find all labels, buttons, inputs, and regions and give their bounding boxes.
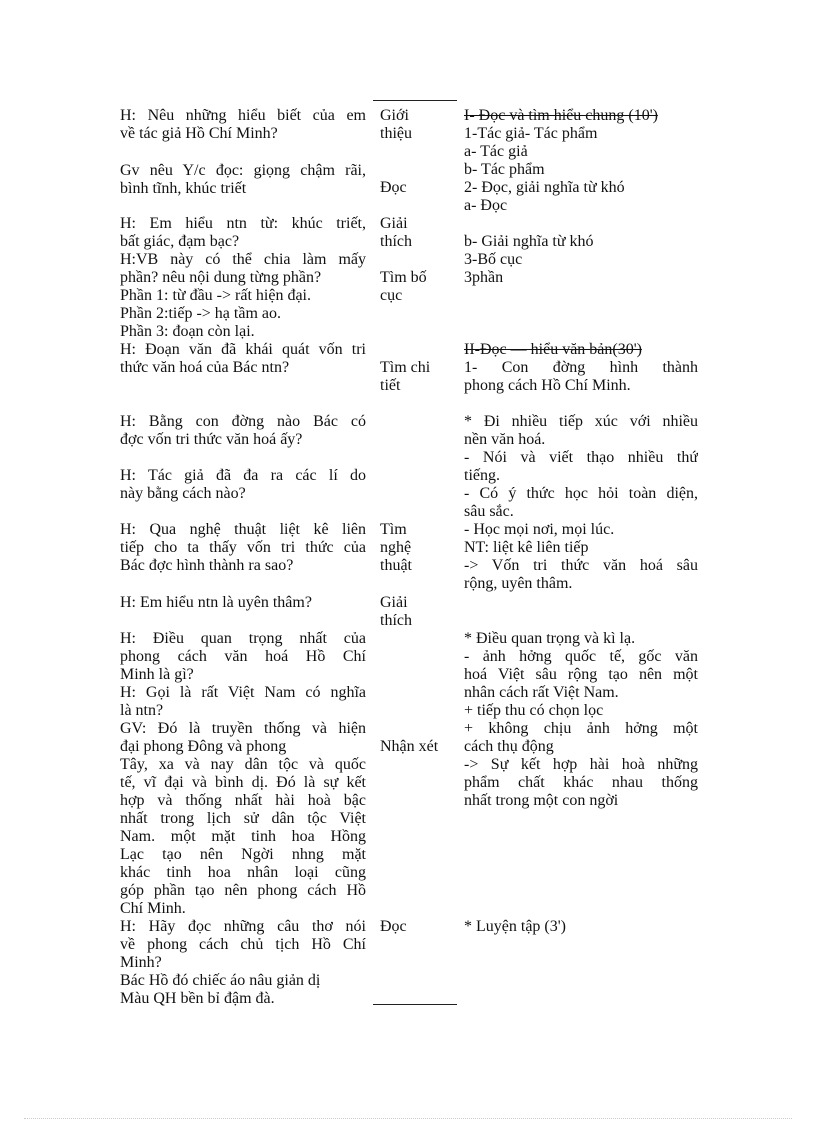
text-line: H: Điều quan trọng nhất của <box>120 630 366 647</box>
section-heading-2: II-Đọc — hiểu văn bản(30') <box>464 341 642 358</box>
question-block-3 <box>120 215 366 377</box>
text-line: phong cách Hồ Chí Minh. <box>464 377 631 394</box>
text-line: NT: liệt kê liên tiếp <box>464 539 589 556</box>
bottom-divider <box>373 1004 457 1005</box>
text-line: hợp và thống nhất hài hoà bậc <box>120 792 366 809</box>
text-line: khác tinh hoa nhân loại cũng <box>120 864 366 881</box>
text-line: 1- Con đờng hình thành <box>464 359 698 376</box>
text-line: Màu QH bền bỉ đậm đà. <box>120 990 275 1007</box>
text-line: Nam. một mặt tinh hoa Hồng <box>120 828 366 845</box>
text-line: Tìm bố <box>380 269 427 286</box>
text-line: H: Hãy đọc những câu thơ nói <box>120 918 366 935</box>
text-line: - Nói và viết thạo nhiều thứ <box>464 449 698 466</box>
content-block-3 <box>464 341 698 395</box>
text-line: Lạc tạo nên Ngời nhng mặt <box>120 846 366 863</box>
text-line: phẩm chất khác nhau thống <box>464 774 698 791</box>
text-line: hoá Việt sâu rộng tạo nên một <box>464 666 698 683</box>
text-line: sâu sắc. <box>464 503 514 520</box>
text-line: H: Gọi là rất Việt Nam có nghĩa <box>120 684 366 701</box>
text-line: - ảnh hởng quốc tế, gốc văn <box>464 648 698 665</box>
text-line: thích <box>380 233 412 250</box>
text-line: về tác giả Hồ Chí Minh? <box>120 125 278 142</box>
text-line: Chí Minh. <box>120 900 186 917</box>
activity-label-9 <box>380 918 450 936</box>
question-block-8 <box>120 630 366 1008</box>
text-line: Minh? <box>120 954 162 971</box>
text-line: là ntn? <box>120 702 164 719</box>
text-line: tiếp cho ta thấy vốn tri thức của <box>120 539 366 556</box>
text-line: cách thụ động <box>464 738 554 755</box>
text-line: bất giác, đạm bạc? <box>120 233 240 250</box>
text-line: bình tĩnh, khúc triết <box>120 180 247 197</box>
question-block-7 <box>120 594 366 612</box>
text-line: b- Tác phẩm <box>464 161 545 178</box>
content-block-2 <box>464 233 698 287</box>
text-line: H: Bằng con đờng nào Bác có <box>120 413 366 430</box>
text-line: đợc vốn tri thức văn hoá ấy? <box>120 431 303 448</box>
text-line: tiết <box>380 377 401 394</box>
text-line: thức văn hoá của Bác ntn? <box>120 359 290 376</box>
text-line: góp phần tạo nên phong cách Hồ <box>120 882 366 899</box>
text-line: Tìm <box>380 521 407 538</box>
text-line: 3-Bố cục <box>464 251 523 268</box>
text-line: H: Em hiểu ntn từ: khúc triết, <box>120 215 366 232</box>
text-line: tế, vĩ đại và bình dị. Đó là sự kết <box>120 774 366 791</box>
activity-label-1 <box>380 107 450 143</box>
text-line: Đọc <box>380 918 407 935</box>
text-line: H: Đoạn văn đã khái quát vốn tri <box>120 341 366 358</box>
text-line: H: Tác giả đã đa ra các lí do <box>120 467 366 484</box>
text-line: -> Sự kết hợp hài hoà những <box>464 756 698 773</box>
text-line: nhất trong một con ngời <box>464 792 619 809</box>
activity-label-7 <box>380 594 450 630</box>
text-line: này bằng cách nào? <box>120 485 246 502</box>
question-block-5 <box>120 467 366 503</box>
text-line: Tây, xa và nay dân tộc và quốc <box>120 756 366 773</box>
text-line: H: Em hiểu ntn là uyên thâm? <box>120 594 312 611</box>
activity-label-4 <box>380 269 450 305</box>
question-block-4 <box>120 413 366 449</box>
text-line: Minh là gì? <box>120 666 194 683</box>
content-block-5 <box>464 630 698 810</box>
text-line: GV: Đó là truyền thống và hiện <box>120 720 366 737</box>
text-line: H: Qua nghệ thuật liệt kê liên <box>120 521 366 538</box>
text-line: Phần 1: từ đầu -> rất hiện đại. <box>120 287 311 304</box>
page-bottom-border <box>24 1118 792 1119</box>
content-block-4 <box>464 413 698 593</box>
section-heading-1: I- Đọc và tìm hiểu chung (10') <box>464 107 658 124</box>
content-block-1 <box>464 107 698 215</box>
text-line: phong cách văn hoá Hồ Chí <box>120 648 366 665</box>
text-line: nền văn hoá. <box>464 431 546 448</box>
text-line: H:VB này có thể chia làm mấy <box>120 251 366 268</box>
text-line: Gv nêu Y/c đọc: giọng chậm rãi, <box>120 162 366 179</box>
text-line: Bác đợc hình thành ra sao? <box>120 557 294 574</box>
text-line: a- Tác giả <box>464 143 528 160</box>
text-line: 2- Đọc, giải nghĩa từ khó <box>464 179 625 196</box>
text-line: Đọc <box>380 179 407 196</box>
text-line: 3phần <box>464 269 504 286</box>
text-line: thiệu <box>380 125 412 142</box>
question-block-1 <box>120 107 366 143</box>
text-line: Giới <box>380 107 409 124</box>
text-line: rộng, uyên thâm. <box>464 575 573 592</box>
content-block-6 <box>464 918 698 936</box>
text-line: Giải <box>380 594 408 611</box>
text-line: cục <box>380 287 403 304</box>
text-line: * Đi nhiều tiếp xúc với nhiều <box>464 413 698 430</box>
question-block-6 <box>120 521 366 575</box>
question-block-2 <box>120 162 366 198</box>
text-line: tiếng. <box>464 467 500 484</box>
text-line: đại phong Đông và phong <box>120 738 287 755</box>
text-line: Bác Hồ đó chiếc áo nâu giản dị <box>120 972 321 989</box>
activity-label-8 <box>380 738 450 756</box>
text-line: thuật <box>380 557 412 574</box>
top-divider <box>373 100 457 101</box>
text-line: Nhận xét <box>380 738 439 755</box>
activity-label-5 <box>380 359 450 395</box>
text-line: H: Nêu những hiểu biết của em <box>120 107 366 124</box>
text-line: * Luyện tập (3') <box>464 918 566 935</box>
text-line: nhân cách rất Việt Nam. <box>464 684 619 701</box>
text-line: + tiếp thu có chọn lọc <box>464 702 604 719</box>
text-line: Phần 3: đoạn còn lại. <box>120 323 255 340</box>
text-line: phần? nêu nội dung từng phần? <box>120 269 322 286</box>
text-line: * Điều quan trọng và kì lạ. <box>464 630 636 647</box>
text-line: về phong cách chủ tịch Hồ Chí <box>120 936 366 953</box>
text-line: b- Giải nghĩa từ khó <box>464 233 594 250</box>
text-line: - Có ý thức học hỏi toàn diện, <box>464 485 698 502</box>
activity-label-3 <box>380 215 450 251</box>
text-line: + không chịu ảnh hởng một <box>464 720 698 737</box>
text-line: nghệ <box>380 539 412 556</box>
text-line: - Học mọi nơi, mọi lúc. <box>464 521 615 538</box>
text-line: -> Vốn tri thức văn hoá sâu <box>464 557 698 574</box>
activity-label-2 <box>380 179 450 197</box>
activity-label-6 <box>380 521 450 575</box>
text-line: 1-Tác giả- Tác phẩm <box>464 125 598 142</box>
text-line: a- Đọc <box>464 197 508 214</box>
text-line: Tìm chi <box>380 359 431 376</box>
text-line: Phần 2:tiếp -> hạ tầm ao. <box>120 305 281 322</box>
text-line: Giải <box>380 215 408 232</box>
text-line: thích <box>380 612 412 629</box>
text-line: nhất trong lịch sử dân tộc Việt <box>120 810 366 827</box>
